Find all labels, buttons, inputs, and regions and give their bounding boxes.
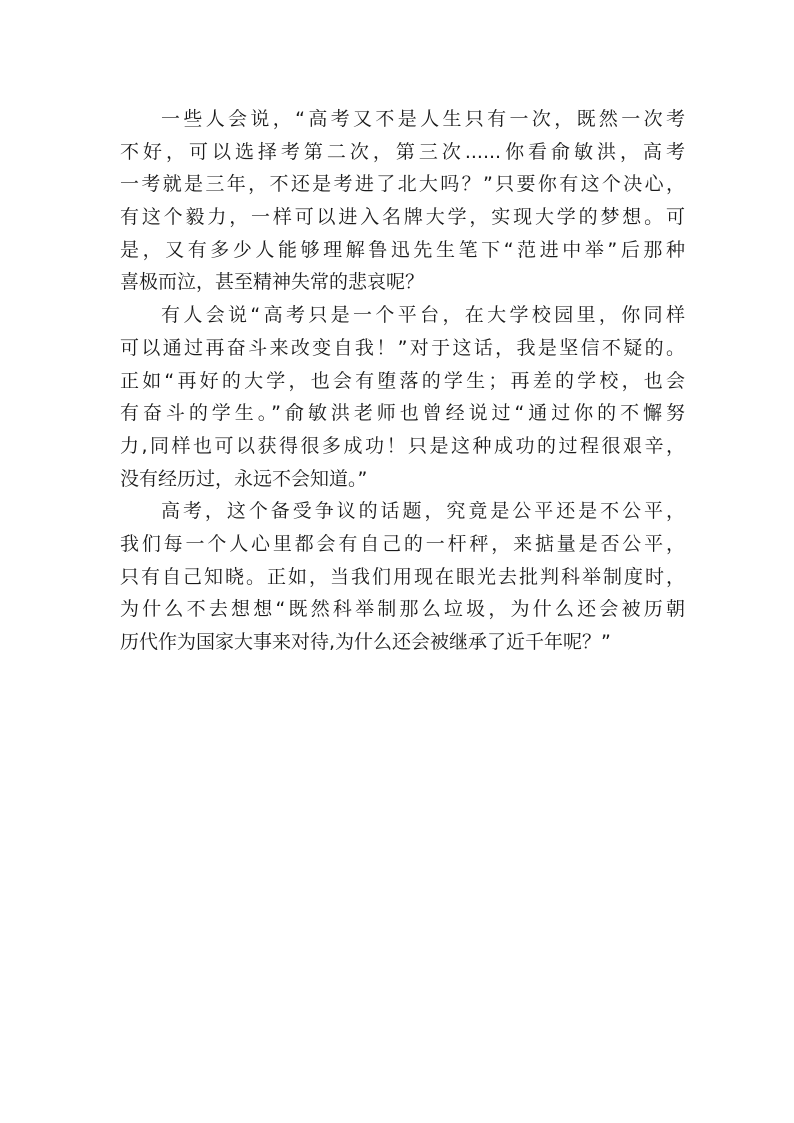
paragraph-line: 力,同样也可以获得很多成功！只是这种成功的过程很艰辛， [120, 434, 685, 457]
paragraph-2 [120, 299, 685, 495]
paragraph-line: 是，又有多少人能够理解鲁迅先生笔下“范进中举”后那种 [120, 238, 685, 261]
paragraph-line: 不好，可以选择考第二次，第三次......你看俞敏洪，高考 [120, 140, 685, 163]
paragraph-line: 高考，这个备受争议的话题，究竟是公平还是不公平， [161, 500, 685, 523]
paragraph-3 [120, 495, 685, 658]
paragraph-line: 只有自己知晓。正如，当我们用现在眼光去批判科举制度时， [120, 565, 685, 588]
paragraph-line: 为什么不去想想“既然科举制那么垃圾，为什么还会被历朝 [120, 598, 685, 621]
paragraph-line: 没有经历过，永远不会知道。” [120, 467, 368, 490]
paragraph-1 [120, 103, 685, 299]
paragraph-line: 一些人会说，“高考又不是人生只有一次，既然一次考 [161, 108, 685, 130]
document-body [120, 103, 685, 659]
paragraph-line: 有人会说“高考只是一个平台，在大学校园里，你同样 [161, 304, 685, 327]
paragraph-line: 我们每一个人心里都会有自己的一杆秤，来掂量是否公平， [120, 532, 685, 555]
paragraph-line: 一考就是三年，不还是考进了北大吗？”只要你有这个决心， [120, 173, 685, 196]
paragraph-line: 喜极而泣，甚至精神失常的悲哀呢？ [120, 271, 425, 294]
paragraph-line: 有这个毅力，一样可以进入名牌大学，实现大学的梦想。可 [120, 206, 685, 229]
paragraph-line: 历代作为国家大事来对待,为什么还会被继承了近千年呢？” [120, 631, 611, 653]
paragraph-line: 可以通过再奋斗来改变自我！”对于这话，我是坚信不疑的。 [120, 336, 685, 359]
paragraph-line: 正如“再好的大学，也会有堕落的学生；再差的学校，也会 [120, 369, 685, 392]
paragraph-line: 有奋斗的学生。”俞敏洪老师也曾经说过“通过你的不懈努 [120, 402, 685, 425]
